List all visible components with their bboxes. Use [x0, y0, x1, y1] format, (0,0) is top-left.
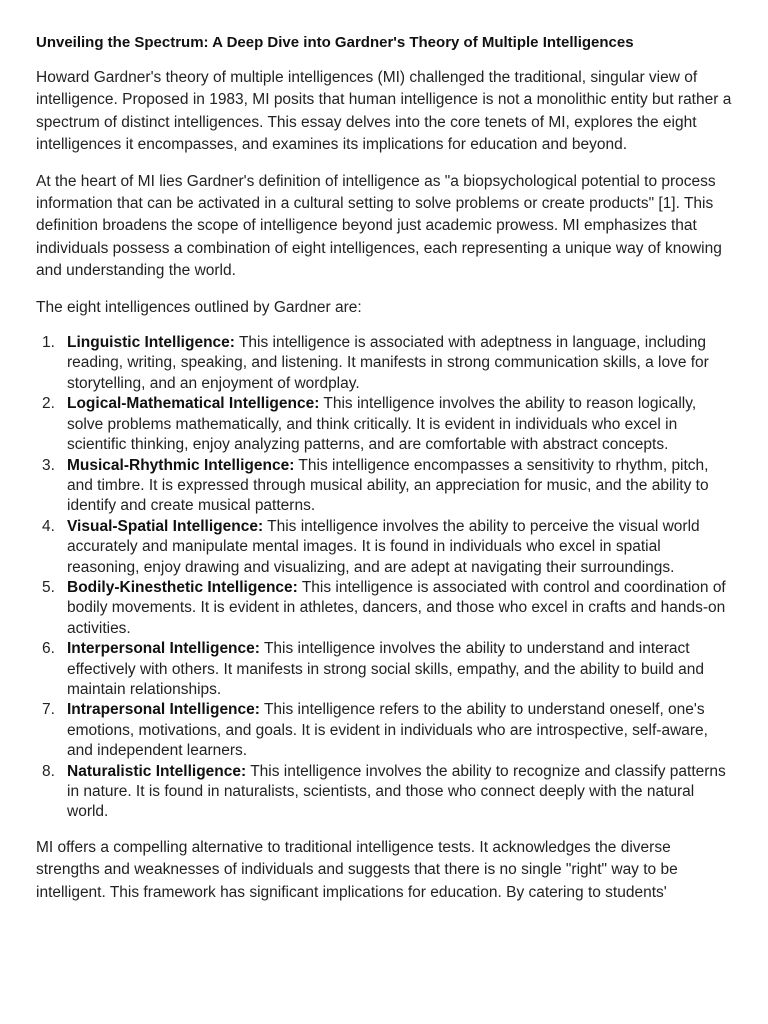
intro-paragraph: Howard Gardner's theory of multiple intelligences (MI) challenged the traditional, singular view of intelligence. Proposed in 1983, MI posits that human intelligence is not a monolithic entity but rather a spectrum of distinct intelligences. This essay delves into the core tenets of MI, explores the eight intelligences it encompasses, and examines its implications for education and beyond.	[36, 69, 732, 154]
list-item-description: This intelligence involves the ability to recognize and classify patterns in nature. It is found in naturalists, scientists, and those who connect deeply with the natural world.	[67, 762, 726, 821]
list-item-term: Intrapersonal Intelligence:	[67, 701, 260, 719]
list-item-logical-mathematical	[36, 394, 734, 455]
list-item-description: This intelligence encompasses a sensitivity to rhythm, pitch, and timbre. It is expressed through musical ability, an appreciation for music, and the ability to identify and create musical patterns.	[67, 456, 709, 515]
list-item-number: 1.	[42, 334, 55, 352]
list-item-term: Musical-Rhythmic Intelligence:	[67, 456, 295, 474]
list-item-musical-rhythmic	[36, 456, 734, 517]
list-intro-paragraph: The eight intelligences outlined by Gardner are:	[36, 298, 362, 316]
definition-paragraph: At the heart of MI lies Gardner's definition of intelligence as "a biopsychological potential to process information that can be activated in a cultural setting to solve problems or create products" [1]. This definition broadens the scope of intelligence beyond just academic prowess. MI emphasizes that individuals possess a combination of eight intelligences, each representing a unique way of knowing and understanding the world.	[36, 172, 722, 280]
list-item-description: This intelligence involves the ability to perceive the visual world accurately and manipulate mental images. It is found in individuals who excel in spatial reasoning, enjoy drawing and visualizing, and are adept at navigating their surroundings.	[67, 517, 700, 576]
list-item-bodily-kinesthetic	[36, 578, 734, 639]
list-item-number: 7.	[42, 701, 55, 719]
list-item-linguistic	[36, 333, 734, 394]
list-item-description: This intelligence involves the ability to reason logically, solve problems mathematically, and think critically. It is evident in individuals who excel in scientific thinking, enjoy analyzing patterns, and are comfortable with abstract concepts.	[67, 395, 697, 454]
list-item-description: This intelligence is associated with control and coordination of bodily movements. It is evident in athletes, dancers, and those who excel in crafts and hands-on activities.	[67, 578, 726, 637]
list-item-term: Linguistic Intelligence:	[67, 334, 235, 352]
list-item-term: Naturalistic Intelligence:	[67, 762, 247, 780]
list-item-naturalistic	[36, 762, 734, 823]
list-item-intrapersonal	[36, 700, 734, 761]
document-title: Unveiling the Spectrum: A Deep Dive into Gardner's Theory of Multiple Intelligences	[36, 34, 634, 51]
list-item-number: 6.	[42, 640, 55, 658]
list-item-number: 2.	[42, 395, 55, 413]
list-item-term: Logical-Mathematical Intelligence:	[67, 395, 320, 413]
list-item-term: Bodily-Kinesthetic Intelligence:	[67, 578, 298, 596]
list-item-number: 8.	[42, 762, 55, 780]
list-item-description: This intelligence refers to the ability to understand oneself, one's emotions, motivations, and goals. It is evident in individuals who are introspective, self-aware, and independent learners.	[67, 701, 708, 760]
list-item-description: This intelligence involves the ability to understand and interact effectively with others. It manifests in strong social skills, empathy, and the ability to build and maintain relationships.	[67, 640, 704, 698]
list-item-visual-spatial	[36, 517, 734, 578]
list-item-number: 3.	[42, 456, 55, 474]
list-item-term: Interpersonal Intelligence:	[67, 640, 260, 658]
list-item-description: This intelligence is associated with adeptness in language, including reading, writing, speaking, and listening. It manifests in strong communication skills, a love for storytelling, and an enjoyment of wordplay.	[67, 334, 709, 392]
list-item-number: 5.	[42, 578, 55, 596]
list-item-interpersonal	[36, 639, 734, 700]
list-item-term: Visual-Spatial Intelligence:	[67, 517, 264, 535]
closing-paragraph: MI offers a compelling alternative to traditional intelligence tests. It acknowledges the diverse strengths and weaknesses of individuals and suggests that there is no single "right" way to be intelligent. This framework has significant implications for education. By catering to students'	[36, 838, 678, 901]
list-item-number: 4.	[42, 517, 55, 535]
intelligences-list	[36, 333, 734, 823]
